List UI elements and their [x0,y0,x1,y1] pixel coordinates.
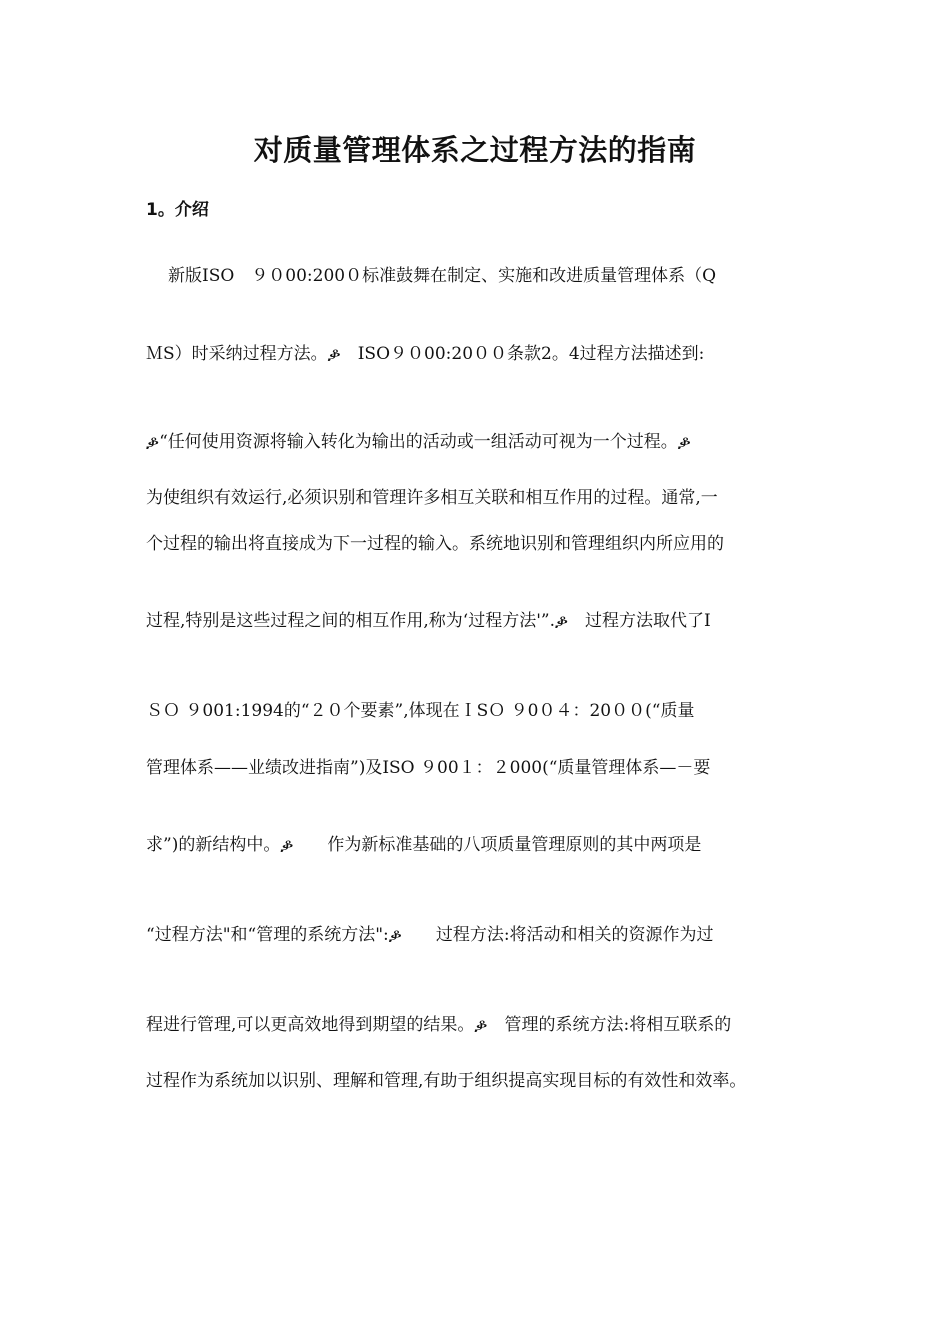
paragraph-line: 为使组织有效运行,必须识别和管理许多相互关联和相互作用的过程。通常,一 [146,488,718,508]
page-title: 对质量管理体系之过程方法的指南 [253,133,697,167]
section-heading: 1。介绍 [146,200,209,220]
paragraph-line: ＭS）时采纳过程方法。ቇ ISO９０00:20００条款2。4过程方法描述到: [146,344,705,364]
paragraph-line: “过程方法"和“管理的系统方法":ቇ 过程方法:将活动和相关的资源作为过 [146,925,714,945]
paragraph-line: 过程,特别是这些过程之间的相互作用,称为‘过程方法'”.ቇ 过程方法取代了I [146,611,711,631]
paragraph-line: 个过程的输出将直接成为下一过程的输入。系统地识别和管理组织内所应用的 [146,534,724,554]
paragraph-line: ＳＯ ９001:1994的“２０个要素”,体现在ＩSＯ ９0０４：20００(“质量 [146,701,695,721]
paragraph-line: 新版ISO ９０00:200０标准鼓舞在制定、实施和改进质量管理体系（Q [168,266,717,286]
paragraph-line: 管理体系——业绩改进指南”)及ISO ９00１：２000(“质量管理体系—－要 [146,758,711,778]
paragraph-line: ቇ“任何使用资源将输入转化为输出的活动或一组活动可视为一个过程。ቇ [146,432,691,452]
paragraph-line: 求”)的新结构中。ቇ 作为新标准基础的八项质量管理原则的其中两项是 [146,835,702,855]
paragraph-line: 过程作为系统加以识别、理解和管理,有助于组织提高实现目标的有效性和效率。 [146,1071,747,1091]
paragraph-line: 程进行管理,可以更高效地得到期望的结果。ቇ 管理的系统方法:将相互联系的 [146,1015,732,1035]
